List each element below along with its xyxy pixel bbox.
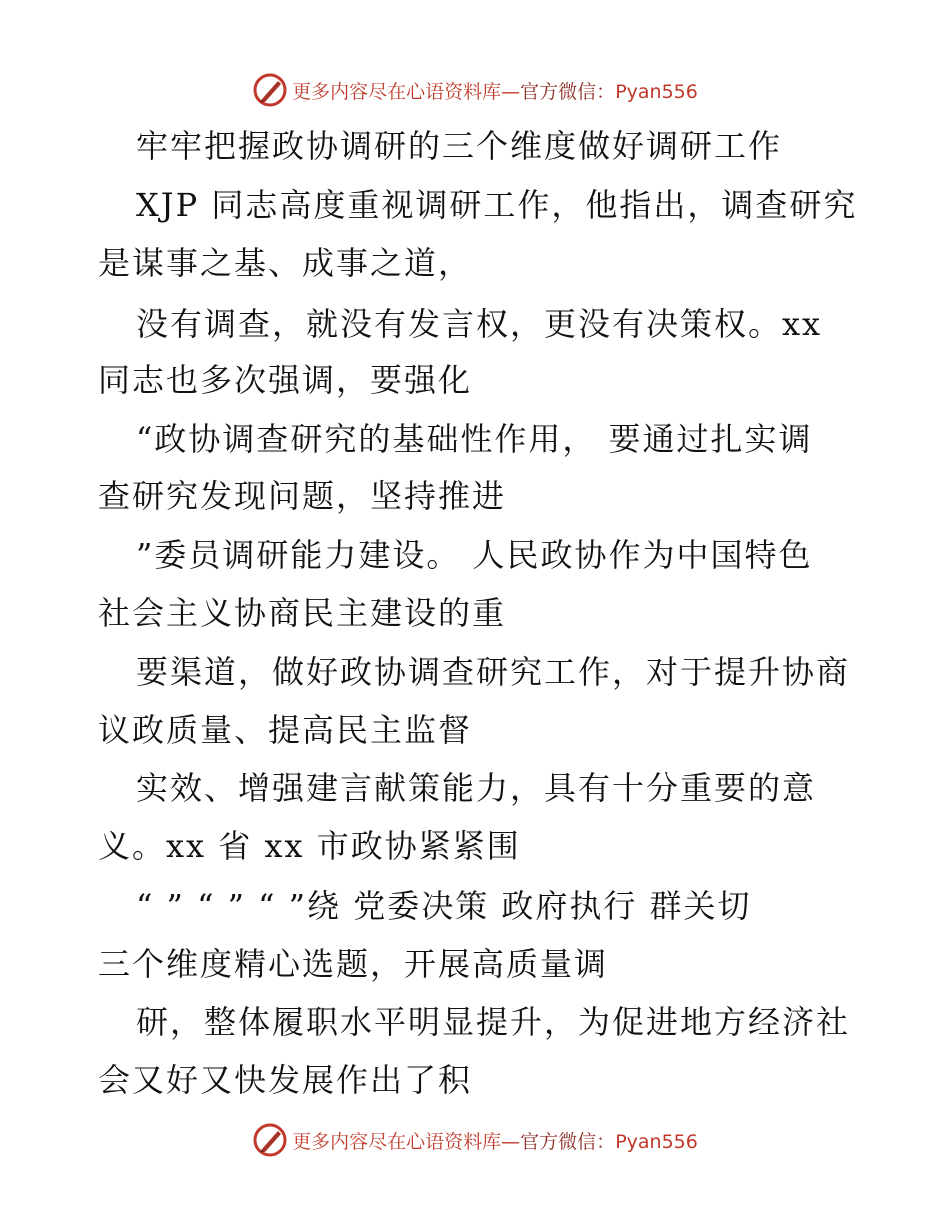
paragraph-line: “政协调查研究的基础性作用， 要通过扎实调 [136, 420, 813, 458]
header-banner [0, 70, 950, 110]
document-title: 牢牢把握政协调研的三个维度做好调研工作 [136, 127, 783, 165]
paragraph-line: 研，整体履职水平明显提升，为促进地方经济社 [136, 1003, 851, 1041]
pen-logo-icon [252, 1122, 288, 1158]
paragraph-line: 社会主义协商民主建设的重 [98, 594, 507, 632]
paragraph-line: “ ” “ ” “ ”绕 党委决策 政府执行 群关切 [136, 887, 752, 925]
paragraph-line: 会又好又快发展作出了积 [98, 1061, 473, 1099]
paragraph-line: 义。xx 省 xx 市政协紧紧围 [98, 827, 521, 865]
paragraph-line: 同志也多次强调，要强化 [98, 361, 473, 399]
paragraph-line: 查研究发现问题，坚持推进 [98, 477, 507, 515]
paragraph-line: ”委员调研能力建设。 人民政协作为中国特色 [136, 536, 813, 574]
paragraph-line: XJP 同志高度重视调研工作，他指出，调查研究 [136, 186, 858, 224]
paragraph-line: 实效、增强建言献策能力，具有十分重要的意 [136, 769, 817, 807]
paragraph-line: 议政质量、提高民主监督 [98, 711, 473, 749]
paragraph-line: 三个维度精心选题，开展高质量调 [98, 945, 609, 983]
footer-banner [0, 1120, 950, 1160]
paragraph-line: 要渠道，做好政协调查研究工作，对于提升协商 [136, 653, 851, 691]
footer-banner-text: 更多内容尽在心语资料库—官方微信：Pyan556 [292, 1130, 698, 1153]
paragraph-line: 没有调查，就没有发言权，更没有决策权。xx [136, 305, 823, 343]
pen-logo-icon [252, 72, 288, 108]
paragraph-line: 是谋事之基、成事之道， [98, 244, 473, 282]
header-banner-text: 更多内容尽在心语资料库—官方微信：Pyan556 [292, 80, 698, 103]
